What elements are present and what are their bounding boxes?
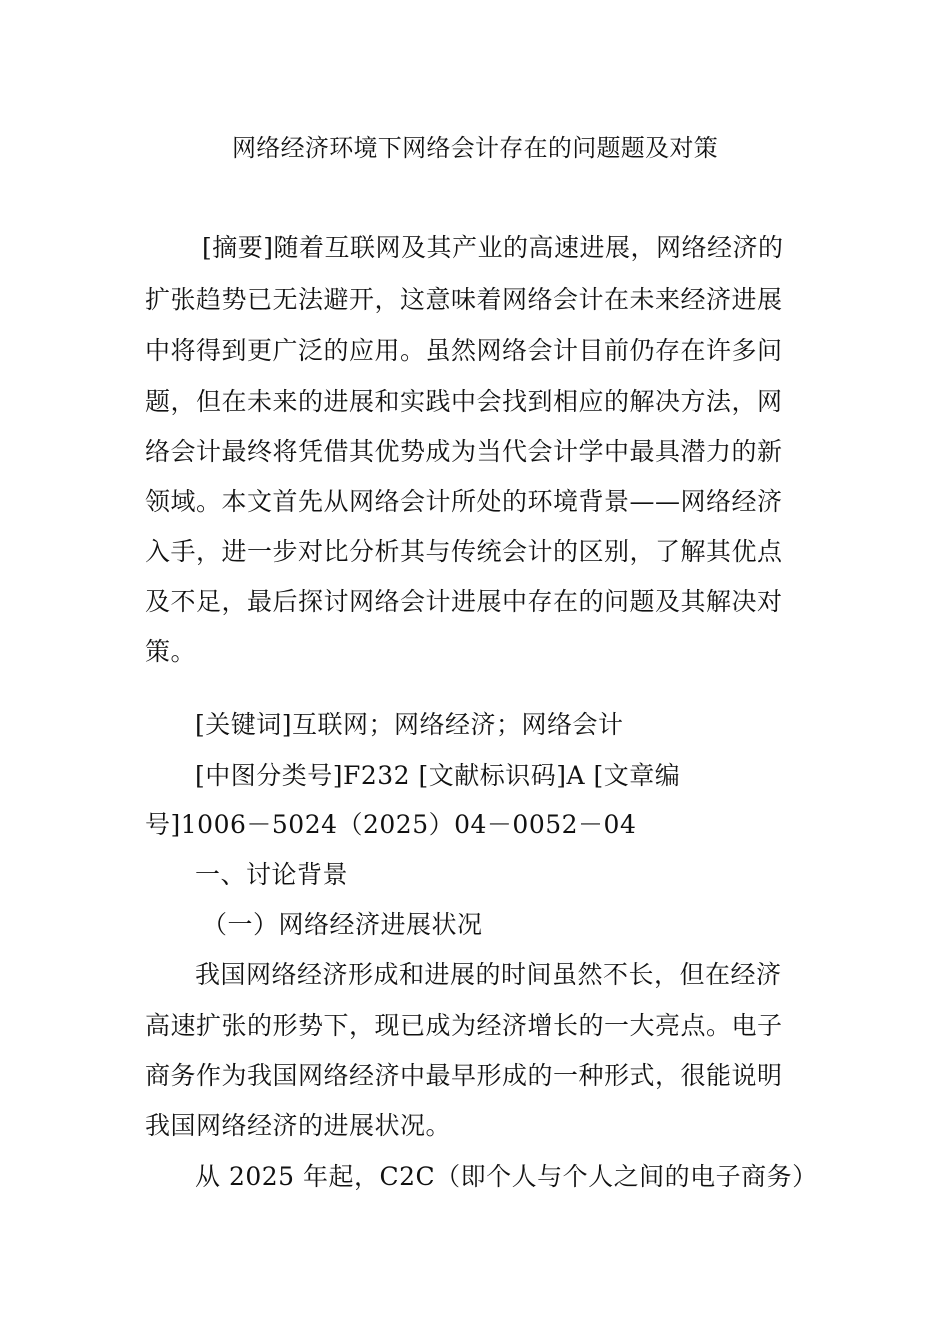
abstract-line: 络会计最终将凭借其优势成为当代会计学中最具潜力的新 xyxy=(145,437,783,466)
body-line: 我国网络经济的进展状况。 xyxy=(145,1111,452,1140)
abstract-line: 及不足，最后探讨网络会计进展中存在的问题及其解决对 xyxy=(145,587,783,616)
body-line: 从 2025 年起，C2C（即个人与个人之间的电子商务） xyxy=(195,1162,818,1191)
abstract-line: 入手，进一步对比分析其与传统会计的区别，了解其优点 xyxy=(145,537,783,566)
abstract-line: 扩张趋势已无法避开，这意味着网络会计在未来经济进展 xyxy=(145,285,783,314)
article-number-line: 号]1006－5024（2025）04－0052－04 xyxy=(145,810,637,839)
abstract-line: 领域。本文首先从网络会计所处的环境背景——网络经济 xyxy=(145,487,783,516)
abstract-line: 策。 xyxy=(145,637,197,666)
abstract-line: [摘要]随着互联网及其产业的高速进展，网络经济的 xyxy=(202,233,784,262)
classification-line: [中图分类号]F232 [文献标识码]A [文章编 xyxy=(195,761,681,790)
body-line: 商务作为我国网络经济中最早形成的一种形式，很能说明 xyxy=(145,1061,783,1090)
section-heading: 一、讨论背景 xyxy=(195,860,349,889)
subsection-heading: （一）网络经济进展状况 xyxy=(202,910,483,939)
document-title: 网络经济环境下网络会计存在的问题题及对策 xyxy=(232,134,718,162)
keywords-line: [关键词]互联网；网络经济；网络会计 xyxy=(195,710,624,739)
body-line: 高速扩张的形势下，现已成为经济增长的一大亮点。电子 xyxy=(145,1011,783,1040)
abstract-line: 题，但在未来的进展和实践中会找到相应的解决方法，网 xyxy=(145,387,783,416)
abstract-line: 中将得到更广泛的应用。虽然网络会计目前仍存在许多问 xyxy=(145,336,783,365)
body-line: 我国网络经济形成和进展的时间虽然不长，但在经济 xyxy=(195,960,782,989)
